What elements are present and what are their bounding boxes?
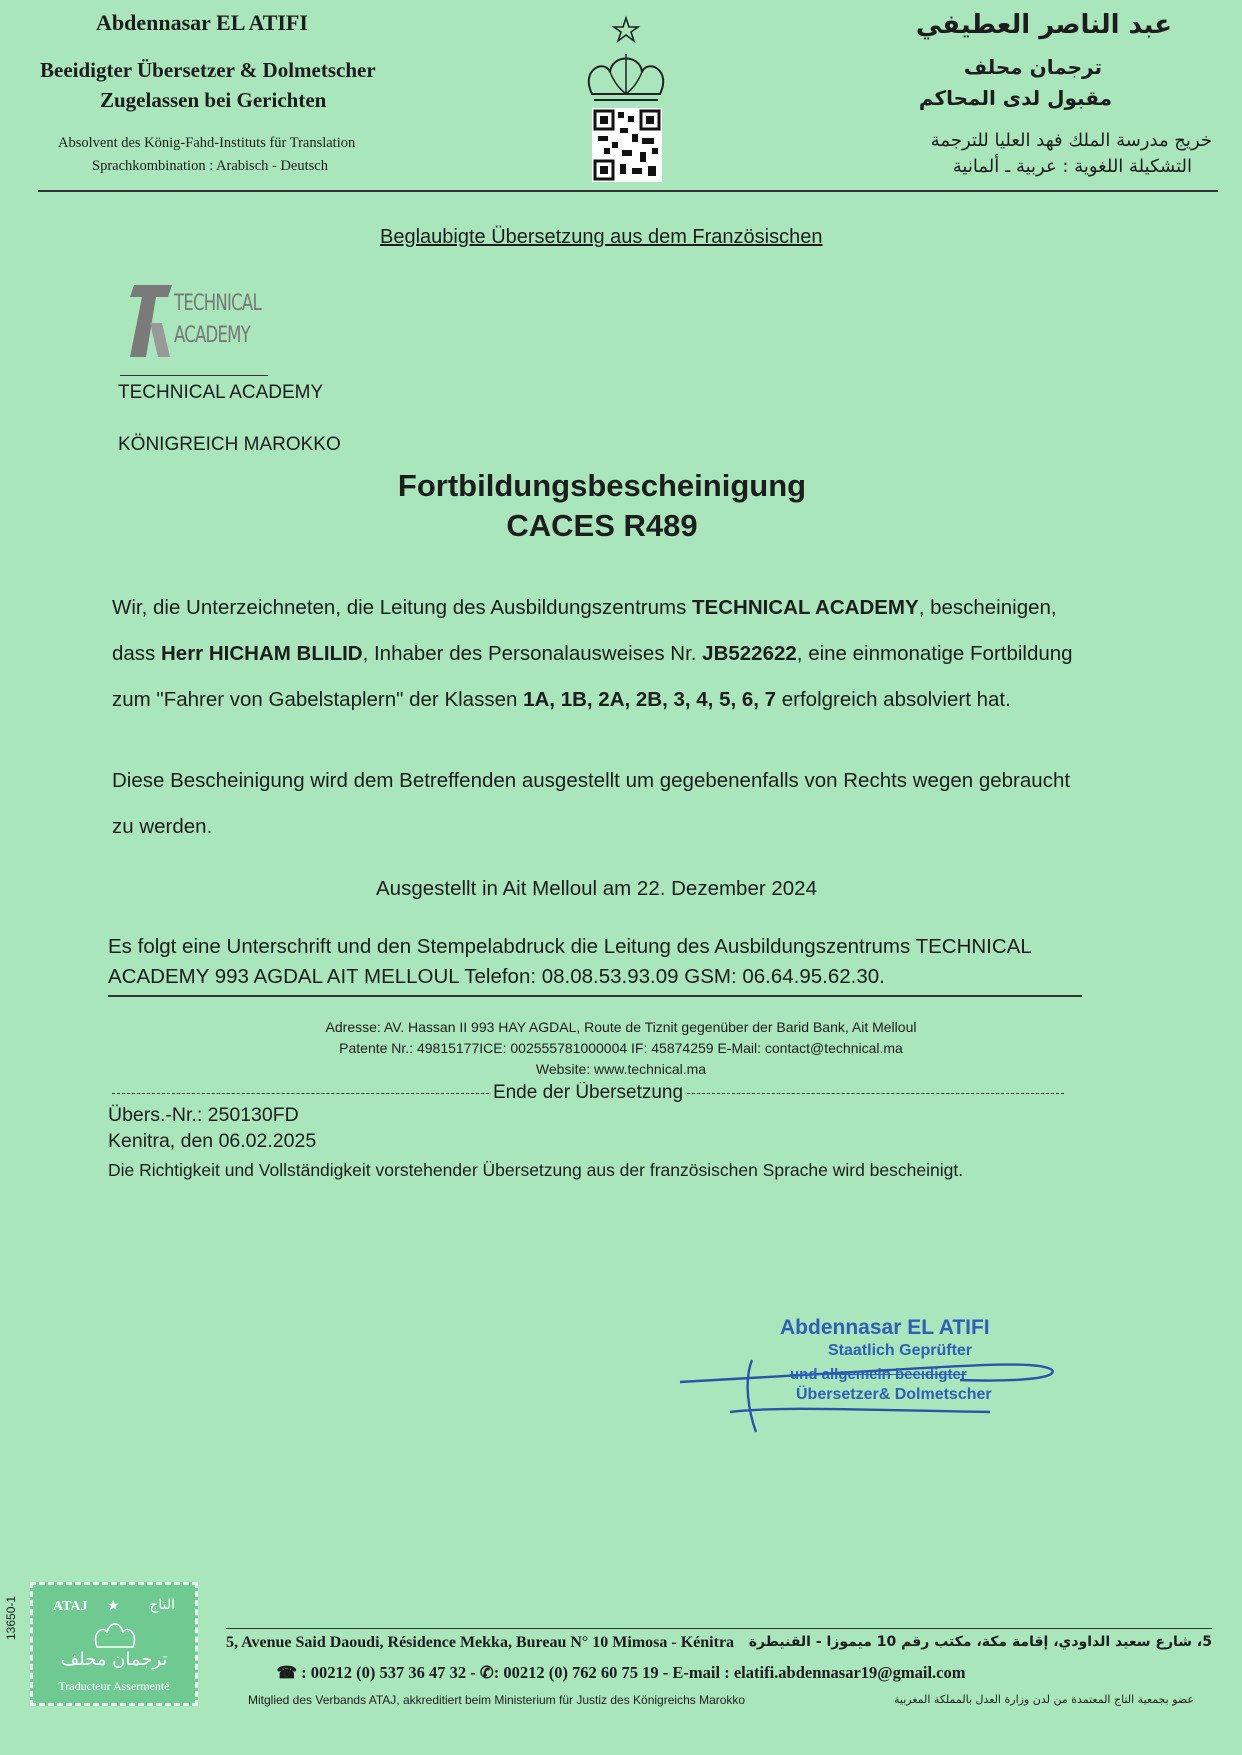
footer-membership-ar: عضو بجمعية التاج المعتمدة من لدن وزارة العدل بالمملكة المغربية: [894, 1693, 1194, 1706]
translator-institute-de: Absolvent des König-Fahd-Instituts für Translation: [58, 135, 356, 151]
footer-contact: ☎ : 00212 (0) 537 36 47 32 - ✆: 00212 (0) 762 60 75 19 - E-mail : elatifi.abdennasar19@gmail.com: [276, 1663, 966, 1682]
header-divider: [38, 190, 1218, 192]
footer-address-row: [226, 1634, 1212, 1652]
stamp-crown-icon: [91, 1619, 139, 1651]
patent-line: Patente Nr.: 49815177ICE: 002555781000004 IF: 45874259 E-Mail: contact@technical.ma: [339, 1040, 903, 1056]
translator-name-ar: عبد الناصر العطيفي: [915, 10, 1172, 40]
organisation-name: TECHNICAL ACADEMY: [118, 382, 324, 403]
ataj-stamp: [30, 1582, 198, 1706]
organisation-country: KÖNIGREICH MAROKKO: [118, 434, 341, 455]
signature-stamp-name: Abdennasar EL ATIFI: [780, 1316, 990, 1339]
academy-logo-icon: [126, 283, 176, 359]
issue-place-date: Ausgestellt in Ait Melloul am 22. Dezember 2024: [376, 877, 817, 900]
logo-text-technical: TECHNICAL: [174, 291, 261, 316]
ataj-stamp-french: Traducteur Assermenté: [58, 1679, 170, 1693]
qr-code-icon: [592, 108, 662, 182]
holder-name: Herr HICHAM BLILID: [161, 642, 363, 665]
paragraph-divider: [108, 995, 1082, 997]
footer-membership-row: [248, 1693, 1194, 1707]
translation-attestation: Die Richtigkeit und Vollständigkeit vorstehender Übersetzung aus der französischen Sprache wird bescheinigt.: [108, 1160, 964, 1180]
end-of-translation-marker: [108, 1082, 1068, 1104]
certificate-paragraph-2: Diese Bescheinigung wird dem Betreffenden ausgestellt um gegebenenfalls von Rechts wegen gebraucht zu werden.: [112, 769, 1071, 838]
certificate-paragraph-3: Es folgt eine Unterschrift und den Stempelabdruck die Leitung des Ausbildungszentrums TECHNICAL ACADEMY 993 AGDAL AIT MELLOUL Telefon: 08.08.53.93.09 GSM: 06.64.95.62.30.: [108, 935, 1032, 988]
translator-accreditation-de: Zugelassen bei Gerichten: [100, 88, 327, 112]
dashed-rule: [112, 1093, 489, 1094]
address-line: Adresse: AV. Hassan II 993 HAY AGDAL, Route de Tiznit gegenüber der Barid Bank, Ait Melloul: [325, 1019, 917, 1035]
certificate-paragraph-1: Wir, die Unterzeichneten, die Leitung des Ausbildungszentrums TECHNICAL ACADEMY, bescheinigen, dass Herr HICHAM BLILID, Inhaber des Personalausweises Nr. JB522622, eine einmonatige Fortbildung zum "Fahrer von Gabelstaplern" der Klassen 1A, 1B, 2A, 2B, 3, 4, 5, 6, 7 erfolgreich absolviert hat.: [112, 596, 1073, 711]
logo-text-academy: ACADEMY: [174, 323, 251, 348]
translation-number: Übers.-Nr.: 250130FD: [108, 1104, 299, 1126]
star-icon: ★: [107, 1597, 120, 1613]
translator-languages-ar: التشكيلة اللغوية : عربية ـ ألمانية: [952, 156, 1192, 177]
document-title: Beglaubigte Übersetzung aus dem Französischen: [380, 226, 823, 248]
certificate-title: Fortbildungsbescheinigung: [397, 468, 807, 503]
translator-accreditation-ar: مقبول لدى المحاكم: [918, 86, 1112, 110]
end-marker-text: Ende der Übersetzung: [492, 1082, 684, 1103]
certificate-subtitle: CACES R489: [506, 508, 698, 543]
footer-membership-de: Mitglied des Verbands ATAJ, akkreditiert beim Ministerium für Justiz des Königreichs Marokko: [248, 1693, 746, 1707]
dashed-rule: [687, 1093, 1064, 1094]
id-number: JB522622: [702, 642, 797, 665]
translator-institute-ar: خريج مدرسة الملك فهد العليا للترجمة: [930, 130, 1212, 151]
signature-stamp-line-1: Staatlich Geprüfter: [828, 1342, 973, 1359]
ataj-stamp-arabic: التاج: [149, 1597, 175, 1613]
signature-stamp-line-3: Übersetzer& Dolmetscher: [796, 1386, 992, 1403]
signature-stamp-line-2: und allgemein beeidigter: [790, 1366, 967, 1383]
academy-name-bold: TECHNICAL ACADEMY: [692, 596, 919, 619]
footer-address-ar: 5، شارع سعيد الداودي، إقامة مكة، مكتب رقم 10 ميموزا - القنيطرة: [748, 1634, 1212, 1650]
website-line: Website: www.technical.ma: [535, 1061, 707, 1077]
footer-divider: [226, 1628, 1212, 1629]
footer-address-fr: 5, Avenue Said Daoudi, Résidence Mekka, Bureau N° 10 Mimosa - Kénitra: [226, 1634, 735, 1651]
license-classes: 1A, 1B, 2A, 2B, 3, 4, 5, 6, 7: [523, 688, 777, 711]
stamp-serial-number: 13650-1: [4, 1595, 18, 1640]
translator-title-ar: ترجمان محلف: [963, 55, 1102, 79]
logo-underline: [120, 375, 268, 376]
technical-academy-logo: [126, 283, 266, 363]
translation-place-date: Kenitra, den 06.02.2025: [108, 1130, 317, 1152]
translator-title-de: Beeidigter Übersetzer & Dolmetscher: [40, 58, 376, 82]
translator-name-de: Abdennasar EL ATIFI: [96, 10, 308, 35]
ataj-stamp-arabic-2: ترجمان محلف: [60, 1649, 168, 1670]
ataj-stamp-latin: ATAJ: [53, 1599, 88, 1614]
academy-address-block: [0, 1017, 1242, 1080]
translator-languages-de: Sprachkombination : Arabisch - Deutsch: [92, 158, 328, 174]
